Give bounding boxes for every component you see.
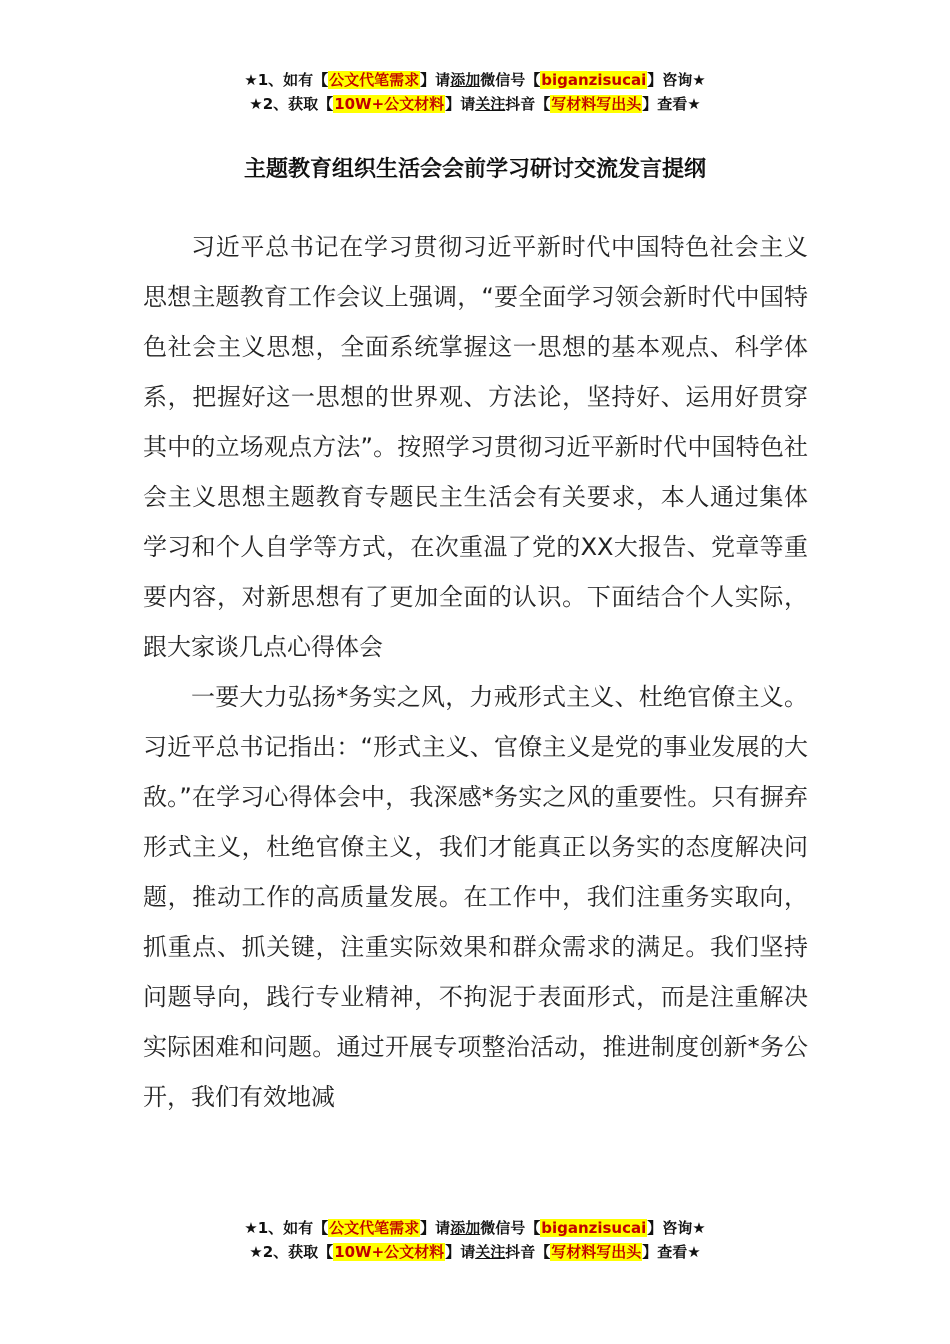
header-highlight-ghostwriting: 公文代笔需求	[329, 71, 420, 89]
footer-underline-follow: 关注	[475, 1243, 506, 1261]
footer-highlight-wechat-id: biganzisucai	[541, 1219, 647, 1237]
footer-line-2-text: 】请	[445, 1243, 476, 1261]
footer-line-2	[0, 1240, 950, 1264]
footer-line-2-prefix: ★2、获取【	[249, 1243, 334, 1261]
header-underline-add: 添加	[450, 71, 481, 89]
header-highlight-douyin-id: 写材料写出头	[551, 95, 642, 113]
document-body	[143, 222, 808, 1122]
header-banner	[0, 68, 950, 116]
header-line-1-text: 】请	[420, 71, 451, 89]
header-line-1-suffix: 】咨询★	[647, 71, 706, 89]
footer-underline-add: 添加	[450, 1219, 481, 1237]
footer-highlight-douyin-id: 写材料写出头	[551, 1243, 642, 1261]
body-paragraph-1: 习近平总书记在学习贯彻习近平新时代中国特色社会主义思想主题教育工作会议上强调，“要全面学习领会新时代中国特色社会主义思想，全面系统掌握这一思想的基本观点、科学体系，把握好这一思想的世界观、方法论，坚持好、运用好贯穿其中的立场观点方法”。按照学习贯彻习近平新时代中国特色社会主义思想主题教育专题民主生活会有关要求，本人通过集体学习和个人自学等方式，在次重温了党的XX大报告、党章等重要内容，对新思想有了更加全面的认识。下面结合个人实际，跟大家谈几点心得体会	[143, 233, 808, 661]
header-line-2-text: 】请	[445, 95, 476, 113]
footer-line-1	[0, 1216, 950, 1240]
footer-highlight-materials: 10W+公文材料	[334, 1243, 445, 1261]
header-highlight-materials: 10W+公文材料	[334, 95, 445, 113]
footer-line-1-wechat-label: 微信号【	[480, 1219, 541, 1237]
header-line-1-prefix: ★1、如有【	[244, 71, 329, 89]
footer-line-2-douyin-label: 抖音【	[505, 1243, 551, 1261]
header-highlight-wechat-id: biganzisucai	[541, 71, 647, 89]
header-line-2-douyin-label: 抖音【	[505, 95, 551, 113]
header-line-1	[0, 68, 950, 92]
header-line-2-suffix: 】查看★	[642, 95, 701, 113]
body-paragraph-2: 一要大力弘扬*务实之风，力戒形式主义、杜绝官僚主义。习近平总书记指出：“形式主义、官僚主义是党的事业发展的大敌。”在学习心得体会中，我深感*务实之风的重要性。只有摒弃形式主义，杜绝官僚主义，我们才能真正以务实的态度解决问题，推动工作的高质量发展。在工作中，我们注重务实取向，抓重点、抓关键，注重实际效果和群众需求的满足。我们坚持问题导向，践行专业精神，不拘泥于表面形式，而是注重解决实际困难和问题。通过开展专项整治活动，推进制度创新*务公开，我们有效地减	[143, 683, 808, 1111]
header-line-2	[0, 92, 950, 116]
header-line-1-wechat-label: 微信号【	[480, 71, 541, 89]
footer-banner	[0, 1216, 950, 1264]
footer-highlight-ghostwriting: 公文代笔需求	[329, 1219, 420, 1237]
document-title: 主题教育组织生活会会前学习研讨交流发言提纲	[243, 157, 706, 182]
footer-line-1-prefix: ★1、如有【	[244, 1219, 329, 1237]
footer-line-2-suffix: 】查看★	[642, 1243, 701, 1261]
header-line-2-prefix: ★2、获取【	[249, 95, 334, 113]
footer-line-1-text: 】请	[420, 1219, 451, 1237]
header-underline-follow: 关注	[475, 95, 506, 113]
footer-line-1-suffix: 】咨询★	[647, 1219, 706, 1237]
